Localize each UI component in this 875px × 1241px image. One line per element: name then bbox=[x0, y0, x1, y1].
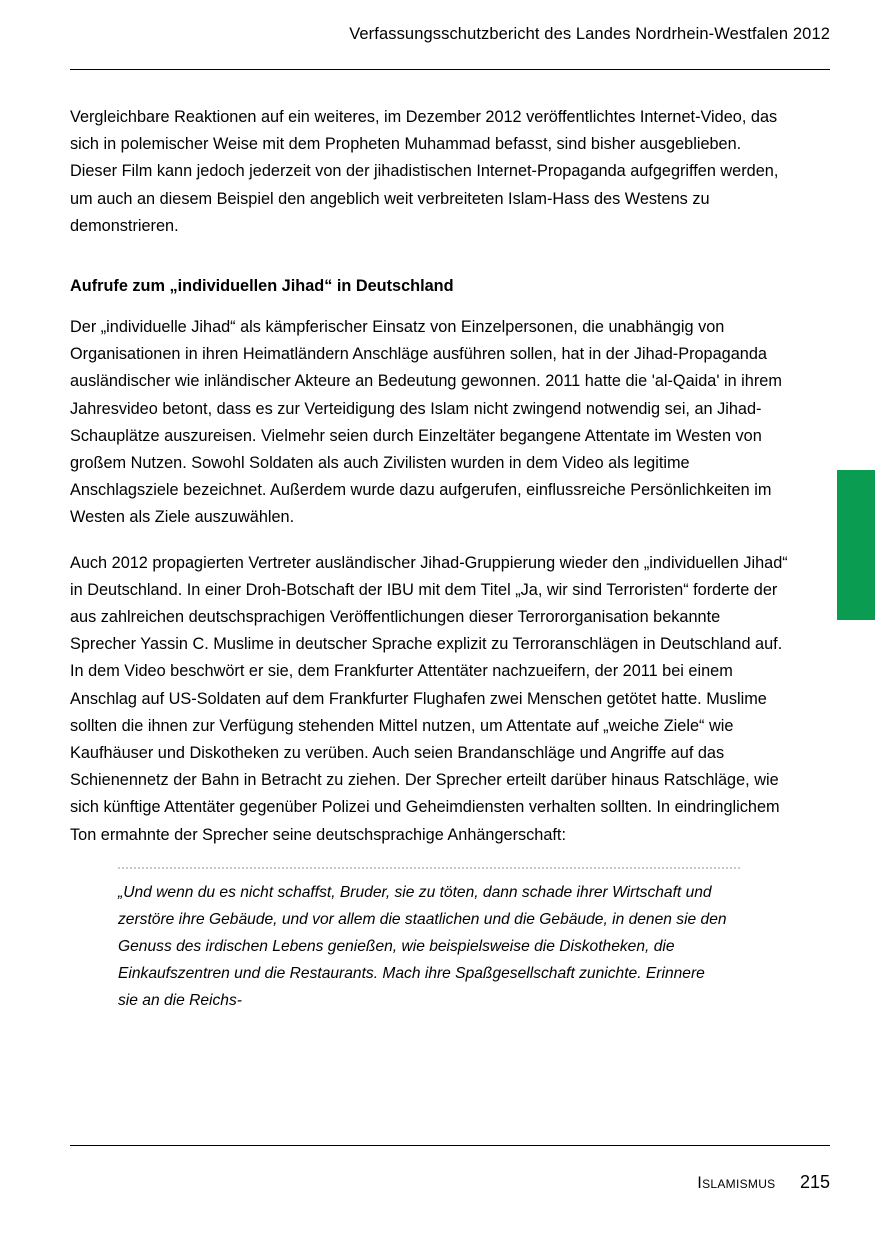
page-content bbox=[70, 104, 788, 1014]
blockquote bbox=[70, 867, 788, 1014]
header-divider bbox=[70, 69, 830, 70]
paragraph-individual-jihad: Der „individuelle Jihad“ als kämpferischer Einsatz von Einzelpersonen, die unabhängig von Organisationen in ihren Heimatländern Anschläge ausführen sollen, hat in der Jihad-Propaganda ausländischer wie inländischer Akteure an Bedeutung gewonnen. 2011 hatte die 'al-Qaida' in ihrem Jahresvideo betont, dass es zur Verteidigung des Islam nicht zwingend notwendig sei, an Jihad-Schauplätze auszureisen. Vielmehr seien durch Einzeltäter begangene Attentate im Westen von großem Nutzen. Sowohl Soldaten als auch Zivilisten wurden in dem Video als legitime Anschlagsziele bezeichnet. Außerdem wurde dazu aufgerufen, einflussreiche Persönlichkeiten im Westen als Ziele auszuwählen. bbox=[70, 318, 782, 527]
section-thumb-tab bbox=[837, 470, 875, 620]
blockquote-divider bbox=[118, 867, 740, 869]
header-title: Verfassungsschutzbericht des Landes Nordrhein-Westfalen 2012 bbox=[349, 25, 830, 43]
paragraph-ibu-message: Auch 2012 propagierten Vertreter ausländischer Jihad-Gruppierung wieder den „individuellen Jihad“ in Deutschland. In einer Droh-Botschaft der IBU mit dem Titel „Ja, wir sind Terroristen“ forderte der aus zahlreichen deutschsprachigen Veröffentlichungen dieser Terrororganisation bekannte Sprecher Yassin C. Muslime in deutscher Sprache explizit zu Terroranschlägen in Deutschland auf. In dem Video beschwört er sie, dem Frankfurter Attentäter nachzueifern, der 2011 bei einem Anschlag auf US-Soldaten auf dem Frankfurter Flughafen zwei Menschen getötet hatte. Muslime sollten die ihnen zur Verfügung stehenden Mittel nutzen, um Attentate auf „weiche Ziele“ wie Kaufhäuser und Diskotheken zu verüben. Auch seien Brandanschläge und Angriffe auf das Schienennetz der Bahn in Betracht zu ziehen. Der Sprecher erteilt darüber hinaus Ratschläge, wie sich künftige Attentäter gegenüber Polizei und Geheimdiensten verhalten sollten. In eindringlichem Ton ermahnte der Sprecher seine deutschsprachige Anhängerschaft: bbox=[70, 553, 788, 844]
footer-divider bbox=[70, 1145, 830, 1146]
footer-page-number: 215 bbox=[799, 1172, 830, 1192]
blockquote-text: „Und wenn du es nicht schaffst, Bruder, sie zu töten, dann schade ihrer Wirtschaft und zerstöre ihre Gebäude, und vor allem die staatlichen und die Gebäude, in denen sie den Genuss des irdischen Lebens genießen, wie beispielsweise die Diskotheken, die Einkaufszentren und die Restaurants. Mach ihre Spaßgesellschaft zunichte. Erinnere sie an die Reichs- bbox=[118, 883, 727, 1009]
section-heading: Aufrufe zum „individuellen Jihad“ in Deutschland bbox=[70, 277, 454, 296]
paragraph-intro: Vergleichbare Reaktionen auf ein weiteres, im Dezember 2012 veröffentlichtes Internet-Video, das sich in polemischer Weise mit dem Propheten Muhammad befasst, sind bisher ausgeblieben. Dieser Film kann jedoch jederzeit von der jihadistischen Internet-Propaganda aufgegriffen werden, um auch an diesem Beispiel den angeblich weit verbreiteten Islam-Hass des Westens zu demonstrieren. bbox=[70, 108, 779, 235]
footer-chapter-label: Islamismus bbox=[697, 1174, 776, 1192]
page-header bbox=[70, 24, 830, 44]
page-footer bbox=[70, 1172, 830, 1193]
